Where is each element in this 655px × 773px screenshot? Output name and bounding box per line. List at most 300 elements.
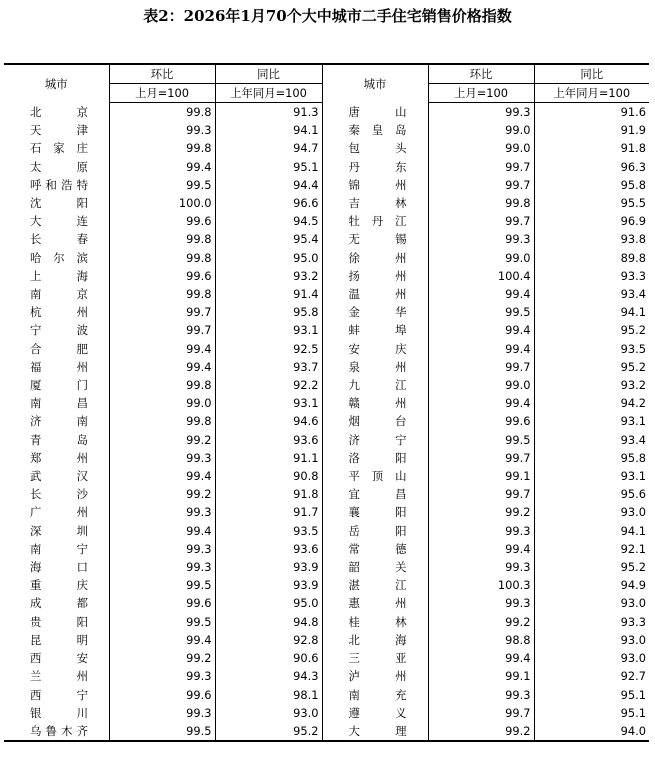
- city-right: [322, 158, 428, 176]
- mom-right: 99.7: [428, 449, 534, 467]
- mom-right: 98.8: [428, 631, 534, 649]
- table-row: [4, 376, 649, 394]
- yoy-right: 92.7: [534, 667, 649, 685]
- table-row: [4, 139, 649, 157]
- yoy-left: 93.1: [215, 394, 322, 412]
- yoy-left: 94.6: [215, 412, 322, 430]
- table-row: [4, 722, 649, 741]
- mom-left: 99.2: [109, 431, 215, 449]
- mom-left: 99.3: [109, 503, 215, 521]
- yoy-left: 93.9: [215, 558, 322, 576]
- city-right: [322, 522, 428, 540]
- yoy-right: 96.9: [534, 212, 649, 230]
- city-name: 岳阳: [348, 523, 407, 538]
- mom-left: 99.4: [109, 631, 215, 649]
- city-name: 泉州: [348, 359, 407, 374]
- table-row: [4, 649, 649, 667]
- city-name: 海口: [30, 560, 88, 575]
- city-right: [322, 558, 428, 576]
- yoy-left: 95.4: [215, 230, 322, 248]
- city-right: [322, 540, 428, 558]
- table-row: [4, 631, 649, 649]
- mom-left: 99.4: [109, 467, 215, 485]
- yoy-right: 93.8: [534, 230, 649, 248]
- yoy-left: 93.7: [215, 358, 322, 376]
- yoy-left: 95.8: [215, 303, 322, 321]
- mom-left: 99.6: [109, 686, 215, 704]
- city-name: 济宁: [348, 432, 407, 447]
- yoy-left: 98.1: [215, 686, 322, 704]
- table-title: 表2：2026年1月70个大中城市二手住宅销售价格指数: [143, 7, 512, 25]
- yoy-right: 93.1: [534, 467, 649, 485]
- mom-right: 99.4: [428, 394, 534, 412]
- table-row: [4, 267, 649, 285]
- yoy-right: 93.2: [534, 376, 649, 394]
- mom-right: 100.4: [428, 267, 534, 285]
- city-name: 桂林: [348, 614, 407, 629]
- yoy-left: 93.2: [215, 267, 322, 285]
- table-row: [4, 249, 649, 267]
- yoy-right: 93.4: [534, 431, 649, 449]
- yoy-right: 95.2: [534, 558, 649, 576]
- city-right: [322, 303, 428, 321]
- city-left: [4, 394, 109, 412]
- city-right: [322, 230, 428, 248]
- city-left: [4, 212, 109, 230]
- city-right: [322, 139, 428, 157]
- city-name: 武汉: [30, 469, 88, 484]
- mom-right: 99.3: [428, 558, 534, 576]
- city-right: [322, 321, 428, 339]
- mom-right: 100.3: [428, 576, 534, 594]
- city-right: [322, 576, 428, 594]
- city-right: [322, 485, 428, 503]
- mom-left: 99.3: [109, 121, 215, 139]
- city-left: [4, 412, 109, 430]
- city-right: [322, 467, 428, 485]
- mom-right: 99.5: [428, 431, 534, 449]
- city-left: [4, 667, 109, 685]
- mom-right: 99.2: [428, 503, 534, 521]
- city-right: [322, 212, 428, 230]
- city-header-right: 城市: [322, 64, 428, 103]
- city-left: [4, 503, 109, 521]
- city-name: 西宁: [30, 687, 88, 702]
- yoy-right: 95.1: [534, 704, 649, 722]
- table-row: [4, 212, 649, 230]
- price-index-table: [4, 63, 649, 742]
- city-name: 烟台: [348, 414, 407, 429]
- mom-right: 99.3: [428, 522, 534, 540]
- mom-right: 99.2: [428, 613, 534, 631]
- mom-left: 99.4: [109, 522, 215, 540]
- city-name: 成都: [30, 596, 88, 611]
- city-right: [322, 649, 428, 667]
- yoy-left: 93.6: [215, 431, 322, 449]
- yoy-left: 95.2: [215, 722, 322, 741]
- yoy-left: 94.3: [215, 667, 322, 685]
- mom-left: 99.3: [109, 540, 215, 558]
- city-name: 湛江: [348, 578, 407, 593]
- yoy-left: 91.1: [215, 449, 322, 467]
- yoy-right: 94.1: [534, 303, 649, 321]
- city-left: [4, 303, 109, 321]
- city-right: [322, 503, 428, 521]
- city-name: 韶关: [348, 560, 407, 575]
- yoy-left: 91.8: [215, 485, 322, 503]
- city-right: [322, 340, 428, 358]
- table-row: [4, 103, 649, 122]
- mom-right: 99.7: [428, 158, 534, 176]
- city-name: 沈阳: [30, 196, 88, 211]
- city-right: [322, 431, 428, 449]
- city-name: 哈尔滨: [30, 250, 88, 265]
- city-name: 贵阳: [30, 614, 88, 629]
- city-right: [322, 394, 428, 412]
- yoy-left: 96.6: [215, 194, 322, 212]
- city-name: 北海: [348, 632, 407, 647]
- mom-left: 99.7: [109, 303, 215, 321]
- city-left: [4, 613, 109, 631]
- mom-left: 99.6: [109, 594, 215, 612]
- mom-left: 99.2: [109, 649, 215, 667]
- yoy-right: 91.6: [534, 103, 649, 122]
- city-name: 上海: [30, 268, 88, 283]
- yoy-right: 93.3: [534, 267, 649, 285]
- yoy-left: 93.5: [215, 522, 322, 540]
- city-name: 南京: [30, 287, 88, 302]
- table-row: [4, 340, 649, 358]
- city-name: 丹东: [348, 159, 407, 174]
- mom-right: 99.5: [428, 303, 534, 321]
- mom-right: 99.6: [428, 412, 534, 430]
- yoy-right: 95.2: [534, 358, 649, 376]
- mom-left: 99.6: [109, 267, 215, 285]
- city-left: [4, 158, 109, 176]
- city-name: 福州: [30, 359, 88, 374]
- mom-left: 99.4: [109, 340, 215, 358]
- city-name: 秦皇岛: [348, 123, 407, 138]
- table-row: [4, 467, 649, 485]
- yoy-left: 95.0: [215, 249, 322, 267]
- mom-right: 99.4: [428, 340, 534, 358]
- city-right: [322, 267, 428, 285]
- city-left: [4, 522, 109, 540]
- yoy-left: 94.4: [215, 176, 322, 194]
- city-right: [322, 594, 428, 612]
- header-row: [4, 64, 649, 84]
- yoy-left: 91.7: [215, 503, 322, 521]
- yoy-right: 93.0: [534, 594, 649, 612]
- yoy-left: 94.1: [215, 121, 322, 139]
- city-name: 泸州: [348, 669, 407, 684]
- city-header-left: 城市: [4, 64, 109, 103]
- table-row: [4, 431, 649, 449]
- yoy-left: 90.8: [215, 467, 322, 485]
- city-name: 蚌埠: [348, 323, 407, 338]
- table-row: [4, 412, 649, 430]
- mom-left: 99.8: [109, 412, 215, 430]
- city-name: 牡丹江: [348, 214, 407, 229]
- city-right: [322, 103, 428, 122]
- city-name: 太原: [30, 159, 88, 174]
- table-row: [4, 503, 649, 521]
- city-right: [322, 285, 428, 303]
- city-left: [4, 139, 109, 157]
- yoy-right: 93.4: [534, 285, 649, 303]
- city-left: [4, 485, 109, 503]
- yoy-left: 90.6: [215, 649, 322, 667]
- table-row: [4, 176, 649, 194]
- city-right: [322, 412, 428, 430]
- city-name: 惠州: [348, 596, 407, 611]
- yoy-left: 94.8: [215, 613, 322, 631]
- mom-right: 99.2: [428, 722, 534, 741]
- city-name: 石家庄: [30, 141, 88, 156]
- yoy-left: 95.1: [215, 158, 322, 176]
- city-name: 吉林: [348, 196, 407, 211]
- city-left: [4, 649, 109, 667]
- yoy-left: 91.4: [215, 285, 322, 303]
- yoy-left: 93.1: [215, 321, 322, 339]
- city-name: 扬州: [348, 268, 407, 283]
- city-left: [4, 103, 109, 122]
- yoy-left: 91.3: [215, 103, 322, 122]
- city-name: 长春: [30, 232, 88, 247]
- city-name: 青岛: [30, 432, 88, 447]
- city-left: [4, 176, 109, 194]
- table-row: [4, 285, 649, 303]
- mom-left: 99.5: [109, 722, 215, 741]
- city-name: 济南: [30, 414, 88, 429]
- mom-left: 99.3: [109, 704, 215, 722]
- city-left: [4, 558, 109, 576]
- yoy-base-left: 上年同月=100: [215, 84, 322, 103]
- table-row: [4, 394, 649, 412]
- city-right: [322, 631, 428, 649]
- city-name: 包头: [348, 141, 407, 156]
- table-row: [4, 522, 649, 540]
- city-left: [4, 704, 109, 722]
- mom-base-right: 上月=100: [428, 84, 534, 103]
- city-name: 大理: [348, 723, 407, 738]
- mom-left: 99.5: [109, 176, 215, 194]
- city-left: [4, 686, 109, 704]
- mom-left: 99.8: [109, 230, 215, 248]
- city-name: 昆明: [30, 632, 88, 647]
- city-name: 兰州: [30, 669, 88, 684]
- city-name: 唐山: [348, 104, 407, 119]
- city-left: [4, 285, 109, 303]
- table-row: [4, 540, 649, 558]
- city-name: 九江: [348, 378, 407, 393]
- city-name: 南昌: [30, 396, 88, 411]
- city-left: [4, 722, 109, 741]
- city-name: 徐州: [348, 250, 407, 265]
- mom-right: 99.3: [428, 103, 534, 122]
- city-name: 郑州: [30, 450, 88, 465]
- city-right: [322, 376, 428, 394]
- mom-left: 99.8: [109, 376, 215, 394]
- city-right: [322, 704, 428, 722]
- table-body: [4, 103, 649, 742]
- mom-right: 99.1: [428, 467, 534, 485]
- city-name: 南充: [348, 687, 407, 702]
- city-name: 洛阳: [348, 450, 407, 465]
- mom-right: 99.0: [428, 376, 534, 394]
- yoy-right: 94.9: [534, 576, 649, 594]
- mom-left: 99.3: [109, 667, 215, 685]
- table-row: [4, 576, 649, 594]
- city-left: [4, 540, 109, 558]
- table-row: [4, 449, 649, 467]
- mom-base-left: 上月=100: [109, 84, 215, 103]
- mom-left: 99.8: [109, 249, 215, 267]
- yoy-right: 94.0: [534, 722, 649, 741]
- yoy-right: 93.1: [534, 412, 649, 430]
- city-name: 赣州: [348, 396, 407, 411]
- mom-right: 99.4: [428, 321, 534, 339]
- city-name: 无锡: [348, 232, 407, 247]
- city-right: [322, 176, 428, 194]
- city-name: 宁波: [30, 323, 88, 338]
- city-name: 广州: [30, 505, 88, 520]
- yoy-right: 95.6: [534, 485, 649, 503]
- city-left: [4, 631, 109, 649]
- city-right: [322, 613, 428, 631]
- mom-left: 99.4: [109, 358, 215, 376]
- yoy-right: 92.1: [534, 540, 649, 558]
- yoy-left: 92.8: [215, 631, 322, 649]
- mom-right: 99.7: [428, 176, 534, 194]
- table-row: [4, 594, 649, 612]
- yoy-right: 95.8: [534, 449, 649, 467]
- city-right: [322, 722, 428, 741]
- mom-right: 99.3: [428, 686, 534, 704]
- yoy-left: 94.7: [215, 139, 322, 157]
- city-name: 大连: [30, 214, 88, 229]
- table-row: [4, 303, 649, 321]
- city-name: 深圳: [30, 523, 88, 538]
- city-name: 金华: [348, 305, 407, 320]
- mom-left: 99.3: [109, 558, 215, 576]
- yoy-right: 93.0: [534, 649, 649, 667]
- city-name: 温州: [348, 287, 407, 302]
- mom-right: 99.4: [428, 540, 534, 558]
- yoy-right: 95.8: [534, 176, 649, 194]
- city-right: [322, 194, 428, 212]
- city-name: 平顶山: [348, 469, 407, 484]
- city-name: 合肥: [30, 341, 88, 356]
- yoy-header-left: 同比: [215, 64, 322, 84]
- table-row: [4, 613, 649, 631]
- yoy-right: 95.5: [534, 194, 649, 212]
- yoy-left: 93.0: [215, 704, 322, 722]
- yoy-right: 93.5: [534, 340, 649, 358]
- city-left: [4, 267, 109, 285]
- table-row: [4, 121, 649, 139]
- mom-right: 99.0: [428, 249, 534, 267]
- yoy-right: 95.1: [534, 686, 649, 704]
- yoy-right: 93.0: [534, 503, 649, 521]
- yoy-right: 91.9: [534, 121, 649, 139]
- mom-left: 99.3: [109, 449, 215, 467]
- city-left: [4, 249, 109, 267]
- table-row: [4, 558, 649, 576]
- mom-right: 99.3: [428, 594, 534, 612]
- city-left: [4, 121, 109, 139]
- mom-left: 99.8: [109, 139, 215, 157]
- city-name: 天津: [30, 123, 88, 138]
- table-row: [4, 686, 649, 704]
- city-right: [322, 249, 428, 267]
- yoy-right: 96.3: [534, 158, 649, 176]
- city-name: 杭州: [30, 305, 88, 320]
- mom-left: 99.0: [109, 394, 215, 412]
- mom-left: 99.7: [109, 321, 215, 339]
- mom-right: 99.7: [428, 704, 534, 722]
- city-left: [4, 576, 109, 594]
- city-left: [4, 230, 109, 248]
- city-name: 北京: [30, 104, 88, 119]
- mom-right: 99.1: [428, 667, 534, 685]
- city-right: [322, 667, 428, 685]
- city-right: [322, 121, 428, 139]
- mom-left: 99.2: [109, 485, 215, 503]
- city-name: 三亚: [348, 651, 407, 666]
- yoy-right: 91.8: [534, 139, 649, 157]
- mom-right: 99.0: [428, 139, 534, 157]
- city-name: 乌鲁木齐: [30, 723, 88, 738]
- yoy-left: 92.5: [215, 340, 322, 358]
- city-name: 厦门: [30, 378, 88, 393]
- table-row: [4, 321, 649, 339]
- mom-left: 99.8: [109, 285, 215, 303]
- mom-left: 99.5: [109, 576, 215, 594]
- city-name: 锦州: [348, 177, 407, 192]
- city-right: [322, 686, 428, 704]
- city-name: 西安: [30, 651, 88, 666]
- mom-right: 99.4: [428, 285, 534, 303]
- yoy-right: 95.2: [534, 321, 649, 339]
- yoy-left: 94.5: [215, 212, 322, 230]
- yoy-right: 93.0: [534, 631, 649, 649]
- city-name: 安庆: [348, 341, 407, 356]
- mom-right: 99.7: [428, 485, 534, 503]
- mom-left: 99.4: [109, 158, 215, 176]
- mom-right: 99.7: [428, 212, 534, 230]
- table-row: [4, 358, 649, 376]
- city-right: [322, 358, 428, 376]
- mom-left: 100.0: [109, 194, 215, 212]
- yoy-right: 89.8: [534, 249, 649, 267]
- yoy-left: 92.2: [215, 376, 322, 394]
- city-name: 襄阳: [348, 505, 407, 520]
- table-row: [4, 230, 649, 248]
- table-row: [4, 485, 649, 503]
- mom-left: 99.8: [109, 103, 215, 122]
- city-left: [4, 358, 109, 376]
- yoy-left: 95.0: [215, 594, 322, 612]
- city-name: 长沙: [30, 487, 88, 502]
- yoy-left: 93.6: [215, 540, 322, 558]
- mom-right: 99.3: [428, 230, 534, 248]
- yoy-right: 94.1: [534, 522, 649, 540]
- mom-left: 99.5: [109, 613, 215, 631]
- city-name: 宜昌: [348, 487, 407, 502]
- yoy-header-right: 同比: [534, 64, 649, 84]
- city-left: [4, 594, 109, 612]
